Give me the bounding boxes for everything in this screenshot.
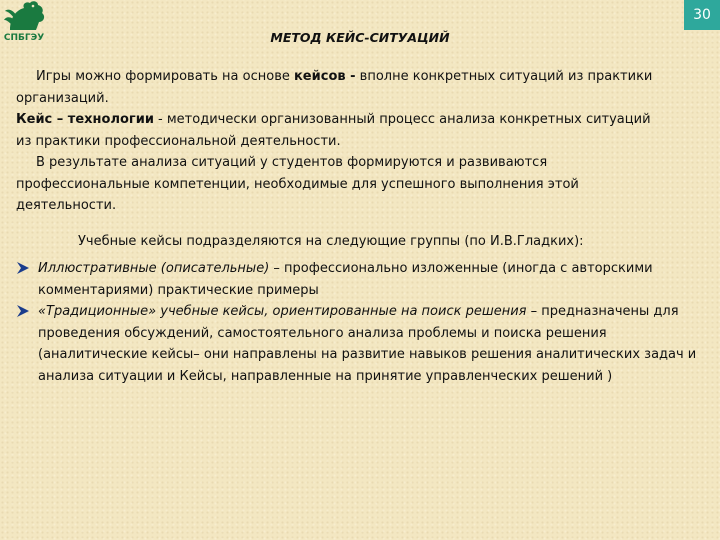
list-item (16, 301, 706, 387)
bullet-italic: «Традиционные» учебные кейсы, ориентированные на поиск решения – (38, 304, 538, 320)
paragraph-games (16, 66, 666, 109)
paragraph-text: вполне конкретных ситуаций из практики организаций. (16, 69, 653, 106)
page-number-badge: 30 (684, 0, 720, 30)
paragraph-case-technology (16, 109, 666, 152)
logo-text: СПБГЭУ (3, 33, 45, 43)
bullet-text: предназначены для проведения обсуждений, самостоятельного анализа проблемы и поиска решения (аналитические кейсы– они направлены на развитие навыков решения аналитических задач и анализа ситуации и Кейсы, направленные на принятие управленческих решений ) (38, 304, 697, 384)
arrow-bullet-icon (16, 261, 30, 275)
paragraph-text: - методически организованный процесс анализа конкретных ситуаций из практики профессиональной деятельности. (16, 112, 651, 149)
bullet-text: – профессионально изложенные (иногда с авторскими комментариями) практические примеры (38, 261, 653, 298)
paragraph-result: В результате анализа ситуаций у студентов формируются и развиваются профессиональные компетенции, необходимые для успешного выполнения этой деятельности. (16, 155, 579, 213)
paragraph-bold: Кейс – технологии (16, 112, 154, 127)
page-title: МЕТОД КЕЙС-СИТУАЦИЙ (270, 30, 450, 45)
bullet-list (16, 258, 706, 388)
body-text (16, 66, 666, 217)
bullet-italic: Иллюстративные (описательные) (38, 261, 270, 276)
groups-intro: Учебные кейсы подразделяются на следующие группы (по И.В.Гладких): (78, 234, 584, 249)
arrow-bullet-icon (16, 304, 30, 318)
list-item (16, 258, 706, 301)
paragraph-bold: кейсов - (293, 69, 356, 84)
paragraph-text: Игры можно формировать на основе (36, 69, 294, 84)
